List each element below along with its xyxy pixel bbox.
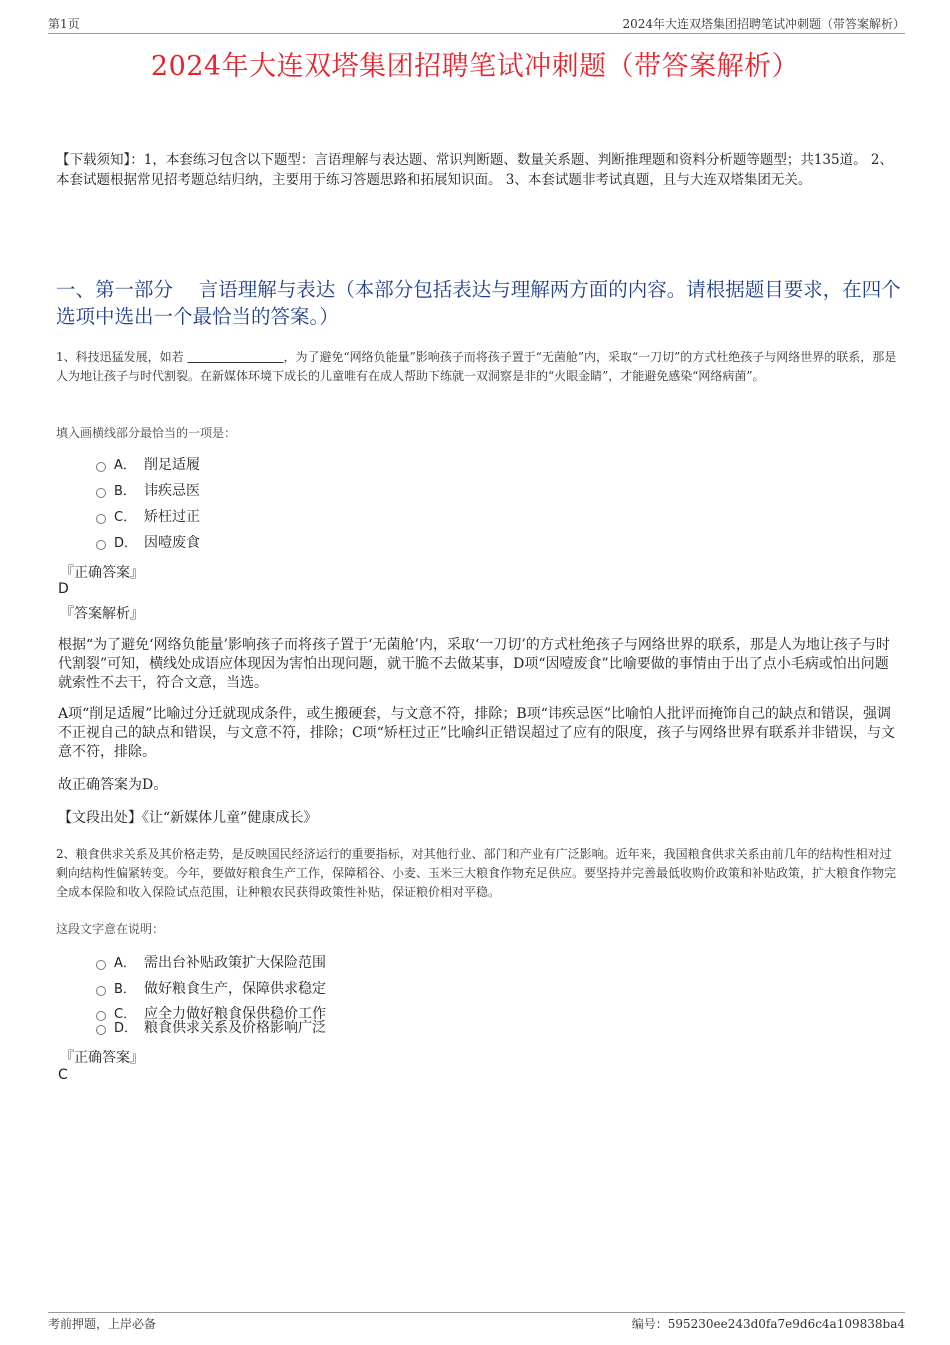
question-2-answer: C — [58, 1067, 68, 1083]
question-2-option-b[interactable] — [96, 979, 326, 999]
question-1-option-c[interactable] — [96, 507, 200, 527]
option-text: 因噎废食 — [144, 535, 200, 551]
question-1-option-b[interactable] — [96, 481, 200, 501]
option-text: 讳疾忌医 — [144, 483, 200, 499]
option-letter: C． — [114, 510, 137, 525]
radio-icon[interactable] — [96, 488, 106, 498]
option-text: 需出台补贴政策扩大保险范围 — [144, 955, 326, 971]
radio-icon[interactable] — [96, 960, 106, 970]
question-1-prompt: 填入画横线部分最恰当的一项是： — [56, 426, 237, 440]
question-2-answer-label: 『正确答案』 — [60, 1050, 144, 1066]
question-1-text — [56, 348, 901, 386]
option-letter: D． — [114, 1021, 138, 1036]
radio-icon[interactable] — [96, 462, 106, 472]
question-1-analysis-1: 根据“为了避免‘网络负能量’影响孩子而将孩子置于‘无菌舱’内，采取‘一刀切’的方式杜绝孩子与网络世界的联系，那是人为地让孩子与时代割裂”可知，横线处成语应体现因为害怕出现问题，就干脆不去做某事，D项“因噎废食”比喻要做的事情由于出了点小毛病或怕出问题就索性不去干，符合文意，当选。 — [58, 637, 890, 691]
question-1-blank: ＿＿＿＿＿＿＿＿ — [187, 350, 284, 364]
footer-doc-id: 编号：595230ee243d0fa7e9d6c4a109838ba4 — [631, 1317, 905, 1331]
question-1-analysis-3: 故正确答案为D。 — [58, 777, 168, 793]
question-1-answer-label: 『正确答案』 — [60, 565, 144, 581]
question-1-text-after: ，为了避免“网络负能量”影响孩子而将孩子置于“无菌舱”内，采取“一刀切”的方式杜绝孩子与网络世界的联系，那是人为地让孩子与时代割裂。在新媒体环境下成长的儿童唯有在成人帮助下练就一双洞察是非的“火眼金睛”，才能避免感染“网络病菌”。 — [56, 350, 897, 383]
download-notice: 【下载须知】：1，本套练习包含以下题型：言语理解与表达题、常识判断题、数量关系题、判断推理题和资料分析题等题型；共135道。 2、本套试题根据常见招考题总结归纳，主要用于练习答题思路和拓展知识面。 3、本套试题非考试真题，且与大连双塔集团无关。 — [56, 152, 893, 188]
question-2-prompt: 这段文字意在说明： — [56, 922, 165, 936]
option-letter: A． — [114, 956, 136, 971]
radio-icon[interactable] — [96, 986, 106, 996]
option-letter: B． — [114, 484, 136, 499]
question-2-text: 2、粮食供求关系及其价格走势，是反映国民经济运行的重要指标，对其他行业、部门和产业有广泛影响。近年来，我国粮食供求关系由前几年的结构性相对过剩向结构性偏紧转变。今年，要做好粮食生产工作，保障稻谷、小麦、玉米三大粮食作物充足供应。要坚持并完善最低收购价政策和补贴政策，扩大粮食作物完全成本保险和收入保险试点范围，让种粮农民获得政策性补贴，保证粮价相对平稳。 — [56, 847, 897, 899]
page-title: 2024年大连双塔集团招聘笔试冲刺题（带答案解析） — [150, 51, 800, 82]
option-letter: B． — [114, 982, 136, 997]
question-1-source: 【文段出处】《让“新媒体儿童”健康成长》 — [58, 810, 318, 826]
question-1-analysis-2: A项“削足适履”比喻过分迁就现成条件，或生搬硬套，与文意不符，排除；B项“讳疾忌医”比喻怕人批评而掩饰自己的缺点和错误，强调不正视自己的缺点和错误，与文意不符，排除；C项“矫枉过正”比喻纠正错误超过了应有的限度，孩子与网络世界有联系并非错误，与文意不符，排除。 — [58, 706, 896, 760]
header-divider — [48, 33, 905, 34]
question-1-answer: D — [58, 581, 69, 597]
footer-divider — [48, 1312, 905, 1313]
question-1-text-before: 1、科技迅猛发展，如若 — [56, 350, 188, 364]
section-heading: 一、第一部分 言语理解与表达（本部分包括表达与理解两方面的内容。请根据题目要求，在四个选项中选出一个最恰当的答案。） — [56, 278, 901, 328]
radio-icon[interactable] — [96, 540, 106, 550]
option-letter: C． — [114, 1007, 137, 1022]
question-1-option-d[interactable] — [96, 533, 200, 553]
option-text: 削足适履 — [144, 457, 200, 473]
question-1-option-a[interactable] — [96, 455, 200, 475]
option-letter: D． — [114, 536, 138, 551]
question-1-analysis-label: 『答案解析』 — [60, 606, 144, 622]
option-text: 应全力做好粮食保供稳价工作 — [144, 1006, 326, 1022]
radio-icon[interactable] — [96, 1025, 106, 1035]
option-text: 粮食供求关系及价格影响广泛 — [144, 1020, 326, 1036]
option-text: 矫枉过正 — [144, 509, 200, 525]
option-text: 做好粮食生产，保障供求稳定 — [144, 981, 326, 997]
question-2-option-a[interactable] — [96, 953, 326, 973]
question-2-option-d[interactable] — [96, 1018, 326, 1038]
page-number: 第1页 — [48, 17, 80, 31]
radio-icon[interactable] — [96, 514, 106, 524]
header-doc-title: 2024年大连双塔集团招聘笔试冲刺题（带答案解析） — [622, 17, 905, 31]
footer-slogan: 考前押题，上岸必备 — [48, 1317, 157, 1331]
option-letter: A． — [114, 458, 136, 473]
